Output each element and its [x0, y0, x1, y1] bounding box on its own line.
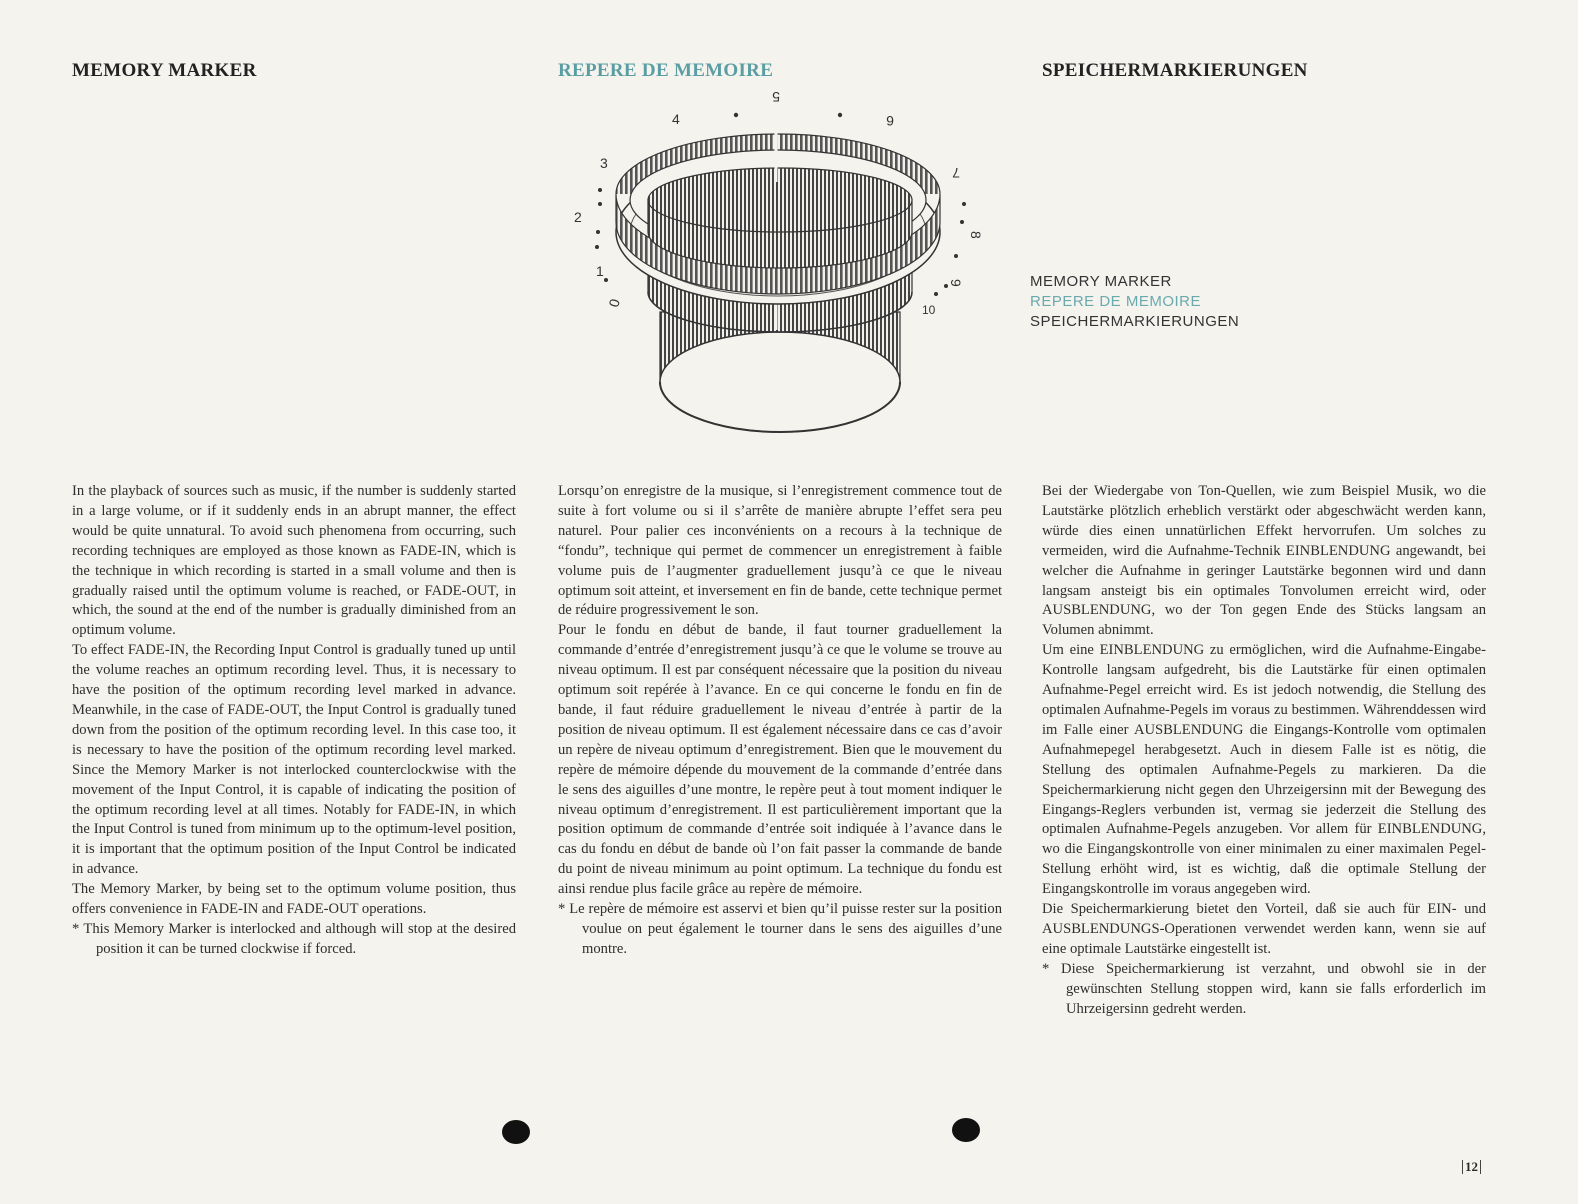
paragraph: In the playback of sources such as music, if the number is suddenly started in a large volume, or if it suddenly ends in an abrupt manner, the effect would be quite unnatural. To avoid such phenomena from occurring, such recording techniques are employed as those known as FADE-IN, which is the technique in which recording is started in a small volume and then is gradually raised until the optimum volume is reached, or FADE-OUT, in which, the sound at the end of the number is gradually diminished from an optimum volume. — [72, 483, 516, 639]
heading-german: SPEICHERMARKIERUNGEN — [1042, 60, 1308, 81]
paragraph: Um eine EINBLENDUNG zu ermöglichen, wird die Aufnahme-Eingabe-Kontrolle langsam aufgedreht, bis die Lautstärke für einen optimalen Aufnahme-Pegel erreicht wird. Es ist jedoch notwendig, die Stellung des optimalen Aufnahme-Pegels im voraus zu bestimmen. Währenddessen wird im Falle einer AUSBLENDUNG die Eingangs-Kontrolle vom optimalen Aufnahmepegel herabgesetzt. Auch in diesem Falle ist es nötig, die Stellung des optimalen Aufnahme-Pegels zu markieren. Da die Speichermarkierung nicht gegen den Uhrzeigersinn mit der Bewegung des Eingangs-Reglers verbunden ist, vermag sie jederzeit die Stellung des optimalen Aufnahme-Pegels anzugeben. Vor allem für EINBLENDUNG, wo die Eingangskontrolle von einer minimalen zu einer maximalen Pegel-Stellung erhöht wird, ist es wichtig, daß die optimale Stellung der Eingangskontrolle im voraus angegeben wird. — [1042, 642, 1486, 898]
page-number: 12 — [1462, 1160, 1481, 1174]
callout-label-english: MEMORY MARKER — [1030, 273, 1172, 290]
german-text-column — [1042, 482, 1486, 1019]
footnote: * This Memory Marker is interlocked and although will stop at the desired position it can be turned clockwise if forced. — [72, 920, 516, 957]
scale-number-4: 4 — [672, 111, 680, 127]
french-text-column — [558, 482, 1002, 960]
callout-label-german: SPEICHERMARKIERUNGEN — [1030, 313, 1240, 330]
binder-punch-hole-left — [502, 1120, 530, 1144]
scale-number-1: 1 — [596, 263, 604, 279]
scale-number-6: 6 — [886, 113, 894, 129]
english-text-column — [72, 482, 516, 960]
paragraph: Pour le fondu en début de bande, il faut tourner graduellement la commande d’entrée d’enregistrement jusqu’à ce que le volume se trouve au niveau optimum. Il est par conséquent nécessaire que la position du niveau optimum soit repérée à l’avance. En ce qui concerne le fondu en fin de bande, il faut réduire graduellement le niveau d’entrée à partir de la position de niveau optimum. Il est également nécessaire dans ce cas d’avoir un repère de niveau optimum d’enregistrement. Bien que le mouvement du repère de mémoire dépende du mouvement de la commande d’entrée dans le sens des aiguilles d’une montre, le repère peut à tout moment indiquer le niveau optimum d’enregistrement. Il est particulièrement important que la position optimum de commande d’entrée soit indiquée à l’avance dans le cas du fondu en début de bande où l’on fait passer la commande de bande du point de niveau minimum au point optimum. La technique du fondu est ainsi rendue plus facile grâce au repère de mémoire. — [558, 622, 1002, 898]
callout-label-french: REPERE DE MEMOIRE — [1030, 293, 1202, 310]
paragraph: The Memory Marker, by being set to the optimum volume position, thus offers convenience in FADE-IN and FADE-OUT operations. — [72, 881, 516, 918]
scale-number-8: 8 — [968, 231, 984, 239]
paragraph: Lorsqu’on enregistre de la musique, si l’enregistrement commence tout de suite à fort volume ou si il s’arrête de manière abrupte l’effet sera peu naturel. Pour palier ces inconvénients on a recours à la technique de “fondu”, technique qui permet de commencer un enregistrement à faible volume puis de l’augmenter graduellement jusqu’à ce que le niveau optimum soit atteint, et inversement en fin de bande, cette technique permet de réduire progressivement le son. — [558, 483, 1002, 619]
dial-drawing — [560, 82, 1000, 462]
heading-english: MEMORY MARKER — [72, 60, 257, 81]
scale-number-10: 10 — [922, 303, 936, 317]
memory-marker-dial-illustration — [560, 82, 1000, 462]
scale-number-5: 5 — [772, 89, 780, 105]
scale-number-7: 7 — [952, 165, 960, 181]
scale-number-9: 9 — [948, 279, 964, 287]
paragraph: To effect FADE-IN, the Recording Input Control is gradually tuned up until the volume reaches an optimum recording level. Thus, it is necessary to have the position of the optimum recording level marked in advance. Meanwhile, in the case of FADE-OUT, the Input Control is gradually tuned down from the position of the optimum recording level. In this case too, it is necessary to have the position of the optimum recording level marked. Since the Memory Marker is not interlocked counterclockwise with the movement of the Input Control, it is capable of indicating the position of the optimum recording level at all times. Notably for FADE-IN, in which the Input Control is tuned from minimum up to the optimum-level position, it is important that the optimum position of the Input Control be indicated in advance. — [72, 642, 516, 878]
diagram-callout-labels — [1030, 272, 1239, 332]
scale-number-0: 0 — [605, 297, 623, 309]
scale-number-3: 3 — [600, 155, 608, 171]
footnote: * Diese Speichermarkierung ist verzahnt, und obwohl sie in der gewünschten Stellung stoppen wird, kann sie falls erforderlich im Uhrzeigersinn gedreht werden. — [1042, 960, 1486, 1017]
scale-number-2: 2 — [574, 209, 582, 225]
footnote: * Le repère de mémoire est asservi et bien qu’il puisse rester sur la position voulue on peut également le tourner dans le sens des aiguilles d’une montre. — [558, 901, 1002, 957]
paragraph: Bei der Wiedergabe von Ton-Quellen, wie zum Beispiel Musik, wo die Lautstärke plötzlich erheblich verstärkt oder abgeschwächt werden kann, würde dies einen unnatürlichen Effekt hervorrufen. Um solches zu vermeiden, wird die Aufnahme-Technik EINBLENDUNG angewandt, bei welcher die Aufnahme in geringer Lautstärke begonnen wird und dann langsam ansteigt bis ein optimales Tonvolumen erreicht wird, oder AUSBLENDUNG, wo der Ton gegen Ende des Stücks langsam an Volumen abnimmt. — [1042, 483, 1486, 639]
paragraph: Die Speichermarkierung bietet den Vorteil, daß sie auch für EIN- und AUSBLENDUNGS-Operationen verwendet werden kann, wenn sie auf eine optimale Lautstärke eingestellt ist. — [1042, 901, 1486, 957]
binder-punch-hole-right — [952, 1118, 980, 1142]
heading-french: REPERE DE MEMOIRE — [558, 60, 774, 81]
